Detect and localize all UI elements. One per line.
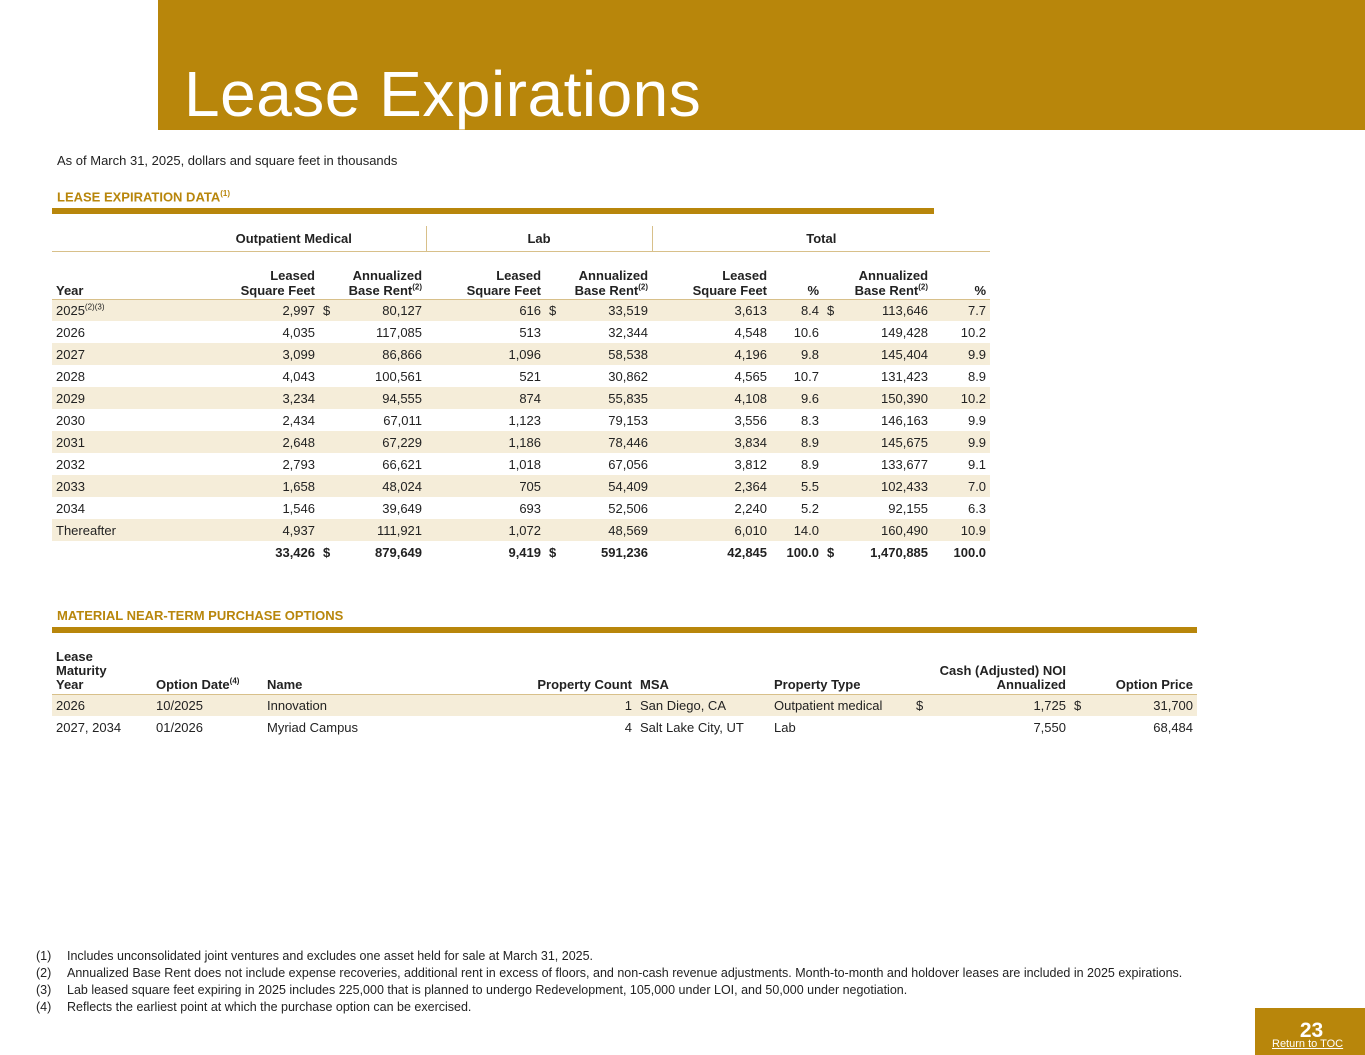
cell-total-abr-pct: 9.9 — [932, 343, 990, 365]
cell-om-leased-sf: 1,658 — [162, 475, 319, 497]
cell-lab-abr-value: 33,519 — [608, 302, 649, 318]
cell-om-abr-value: 67,011 — [383, 412, 423, 428]
footnotes — [36, 948, 1190, 1016]
cell-lab-abr — [545, 387, 652, 409]
lease-table-row — [52, 475, 990, 497]
lease-section-title — [57, 189, 230, 204]
purchase-section-rule — [52, 627, 1197, 633]
cell-total-abr-pct: 10.9 — [932, 519, 990, 541]
cell-total-abr-pct: 9.9 — [932, 431, 990, 453]
col-option-price: Option Price — [1070, 646, 1197, 694]
cell-om-leased-sf: 3,234 — [162, 387, 319, 409]
cell-year — [52, 453, 162, 475]
cell-price-dollar: $ — [1070, 694, 1092, 716]
cell-lab-leased-sf: 874 — [426, 387, 545, 409]
cell-om-abr-value: 879,649 — [375, 544, 423, 560]
cell-year — [52, 475, 162, 497]
cell-total-abr — [823, 431, 932, 453]
cell-total-dollar: $ — [827, 302, 835, 318]
cell-lab-abr — [545, 475, 652, 497]
cell-lab-leased-sf: 616 — [426, 299, 545, 321]
cell-om-abr-value: 80,127 — [382, 302, 423, 318]
return-to-toc-link[interactable]: Return to TOC — [1272, 1038, 1344, 1050]
year-text: 2033 — [56, 478, 85, 494]
cell-total-abr — [823, 343, 932, 365]
cell-total-abr-value: 160,490 — [881, 522, 929, 538]
cell-total-abr-value: 150,390 — [881, 390, 929, 406]
cell-lab-leased-sf: 693 — [519, 500, 542, 516]
lease-table-row — [52, 497, 990, 519]
cell-year — [52, 343, 162, 365]
cell-om-leased-sf: 2,997 — [162, 299, 319, 321]
cell-total-abr-value: 146,163 — [881, 412, 929, 428]
cell-lab-abr — [545, 453, 652, 475]
cell-total-abr-value: 149,428 — [881, 324, 929, 340]
footnote — [36, 982, 1190, 999]
cell-total-leased-sf: 4,108 — [652, 387, 771, 409]
col-total-abr: Annualized Base Rent$^{(2)}$ — [823, 251, 932, 299]
cell-total-abr-pct: 8.9 — [967, 368, 987, 384]
cell-om-leased-sf: 1,546 — [282, 500, 315, 516]
cell-total-abr — [823, 453, 932, 475]
cell-om-abr — [319, 519, 426, 541]
cell-om-abr — [319, 431, 426, 453]
purchase-table-row — [52, 716, 1197, 738]
page-title: Lease Expirations — [184, 58, 702, 130]
cell-total-sf-pct: 8.9 — [800, 456, 820, 472]
cell-om-abr — [319, 387, 426, 409]
cell-lab-leased-sf: 1,123 — [508, 412, 542, 428]
cell-lab-abr-value: 48,569 — [608, 522, 649, 538]
cell-total-leased-sf: 4,548 — [734, 324, 768, 340]
cell-noi: 1,725 — [936, 694, 1070, 716]
cell-om-dollar: $ — [323, 302, 331, 318]
cell-om-leased-sf: 2,793 — [282, 456, 315, 472]
col-total-leased-sf: Leased Square Feet — [652, 251, 771, 299]
footnote-text: Reflects the earliest point at which the purchase option can be exercised. — [67, 1000, 472, 1014]
year-text: 2028 — [56, 368, 85, 384]
cell-om-abr-value: 48,024 — [382, 478, 423, 494]
year-text: 2032 — [56, 456, 85, 472]
footnote-text: Includes unconsolidated joint ventures and excludes one asset held for sale at March 31, 2025. — [67, 949, 594, 963]
col-name: Name — [263, 646, 403, 694]
cell-option-date: 10/2025 — [152, 694, 263, 716]
cell-total-sf-pct: 14.0 — [771, 519, 823, 541]
cell-om-abr — [319, 541, 426, 563]
lease-table-row — [52, 409, 990, 431]
lease-total-row — [52, 541, 990, 563]
cell-lease-maturity-year: 2027, 2034 — [56, 719, 122, 735]
cell-total-abr-value: 92,155 — [888, 500, 929, 516]
col-total-abr-pct: % — [932, 251, 990, 299]
col-lab-abr: Annualized Base Rent$^{(2)}$ — [545, 251, 652, 299]
purchase-options-table — [52, 646, 1197, 738]
footnote-number: (3) — [36, 983, 52, 997]
cell-total-abr-pct: 9.9 — [967, 412, 987, 428]
cell-om-abr-value: 100,561 — [375, 368, 423, 384]
cell-om-abr-value: 86,866 — [382, 346, 423, 362]
cell-total-leased-sf: 4,565 — [734, 368, 768, 384]
footnote-number: (4) — [36, 1000, 52, 1014]
year-text: 2026 — [56, 324, 85, 340]
footnote-text: Annualized Base Rent does not include expense recoveries, additional rent in excess of floors, and non-cash revenue adjustments. Month-to-month and holdover leases are included in 2025 expirations. — [67, 966, 1183, 980]
cell-year — [52, 365, 162, 387]
year-footnote-sup: (2)(3) — [84, 302, 105, 312]
cell-total-abr — [823, 321, 932, 343]
cell-property-type: Lab — [774, 719, 796, 735]
cell-total-sf-pct: 9.8 — [771, 343, 823, 365]
cell-total-abr-pct: 10.2 — [960, 324, 987, 340]
cell-total-sf-pct: 10.7 — [793, 368, 820, 384]
col-total-sf-pct: % — [771, 251, 823, 299]
cell-om-abr-value: 111,921 — [376, 522, 423, 538]
cell-total-sf-pct: 8.4 — [771, 299, 823, 321]
cell-lab-leased-sf: 1,018 — [508, 456, 542, 472]
cell-total-leased-sf: 2,240 — [734, 500, 768, 516]
cell-option-date: 01/2026 — [156, 719, 203, 735]
cell-year — [52, 497, 162, 519]
cell-total-abr-value: 145,404 — [881, 346, 929, 362]
cell-total-abr — [823, 409, 932, 431]
cell-total-abr-value: 102,433 — [881, 478, 929, 494]
cell-total-sf-pct: 8.9 — [771, 431, 823, 453]
page-number-box — [1255, 1008, 1365, 1055]
cell-lab-abr — [545, 431, 652, 453]
col-option-date: Option Date$^{(4)}$ — [152, 646, 263, 694]
cell-total-abr-pct: 10.2 — [932, 387, 990, 409]
cell-total-abr — [823, 387, 932, 409]
cell-lab-abr — [545, 541, 652, 563]
lease-group-header-row — [52, 226, 990, 251]
cell-total-leased-sf: 4,196 — [652, 343, 771, 365]
cell-total-leased-sf: 3,613 — [652, 299, 771, 321]
year-text: 2031 — [56, 434, 85, 450]
col-lab-leased-sf: Leased Square Feet — [426, 251, 545, 299]
cell-lab-abr — [545, 519, 652, 541]
cell-total-leased-sf: 3,556 — [734, 412, 768, 428]
footnote — [36, 999, 1190, 1016]
lease-table-row — [52, 321, 990, 343]
cell-om-abr — [319, 321, 426, 343]
cell-om-abr — [319, 299, 426, 321]
year-text: 2029 — [56, 390, 85, 406]
lease-table-row — [52, 365, 990, 387]
cell-total-abr-value: 1,470,885 — [870, 544, 929, 560]
cell-total-abr — [823, 475, 932, 497]
cell-msa: San Diego, CA — [636, 694, 770, 716]
lease-table-row — [52, 519, 990, 541]
cell-total-abr-pct: 7.7 — [932, 299, 990, 321]
cell-total-sf-pct: 8.3 — [800, 412, 820, 428]
lease-table-row — [52, 453, 990, 475]
lease-table-row — [52, 299, 990, 321]
cell-year — [52, 541, 162, 563]
cell-om-abr — [319, 409, 426, 431]
cell-om-abr-value: 94,555 — [382, 390, 423, 406]
cell-lab-leased-sf: 513 — [519, 324, 542, 340]
cell-total-abr — [823, 365, 932, 387]
cell-om-leased-sf: 4,043 — [282, 368, 315, 384]
cell-noi-dollar: $ — [912, 694, 936, 716]
cell-lab-abr-value: 67,056 — [608, 456, 649, 472]
lease-column-header-row — [52, 251, 990, 299]
cell-lease-maturity-year: 2026 — [52, 694, 152, 716]
cell-total-leased-sf: 6,010 — [652, 519, 771, 541]
col-om-abr: Annualized Base Rent$^{(2)}$ — [319, 251, 426, 299]
cell-total-leased-sf: 3,812 — [734, 456, 768, 472]
cell-lab-leased-sf: 1,186 — [426, 431, 545, 453]
cell-lab-leased-sf: 705 — [426, 475, 545, 497]
cell-total-abr-value: 133,677 — [881, 456, 929, 472]
group-lab: Lab — [426, 226, 652, 251]
cell-msa: Salt Lake City, UT — [640, 719, 744, 735]
cell-lab-abr — [545, 365, 652, 387]
footnote-text: Lab leased square feet expiring in 2025 includes 225,000 that is planned to undergo Redevelopment, 105,000 under LOI, and 50,000 under negotiation. — [67, 983, 908, 997]
cell-year — [52, 409, 162, 431]
title-band — [158, 0, 1365, 130]
col-property-count: Property Count — [403, 646, 636, 694]
cell-year — [52, 321, 162, 343]
cell-total-sf-pct: 5.5 — [771, 475, 823, 497]
footnote — [36, 948, 1190, 965]
cell-lab-abr — [545, 409, 652, 431]
cell-om-leased-sf: 3,099 — [162, 343, 319, 365]
cell-lab-leased-sf: 1,096 — [426, 343, 545, 365]
cell-year — [52, 387, 162, 409]
cell-option-price: 31,700 — [1092, 694, 1197, 716]
col-cash-noi: Cash (Adjusted) NOI Annualized — [912, 646, 1070, 694]
cell-total-abr — [823, 497, 932, 519]
cell-om-leased-sf: 2,434 — [282, 412, 315, 428]
cell-lab-abr — [545, 497, 652, 519]
cell-total-abr — [823, 299, 932, 321]
cell-lab-abr-value: 79,153 — [608, 412, 649, 428]
cell-total-sf-pct: 5.2 — [800, 500, 820, 516]
cell-om-abr — [319, 497, 426, 519]
year-text: 2025 — [56, 302, 85, 318]
cell-total-leased-sf: 2,364 — [652, 475, 771, 497]
page-subtitle: As of March 31, 2025, dollars and square feet in thousands — [57, 153, 398, 168]
cell-total-abr-pct: 6.3 — [967, 500, 987, 516]
cell-total-abr — [823, 541, 932, 563]
purchase-table-body — [52, 694, 1197, 738]
cell-om-leased-sf: 4,937 — [162, 519, 319, 541]
cell-year — [52, 519, 162, 541]
cell-year — [52, 431, 162, 453]
cell-property-type: Outpatient medical — [770, 694, 912, 716]
cell-om-abr-value: 117,085 — [375, 324, 423, 340]
cell-om-abr — [319, 453, 426, 475]
cell-name: Innovation — [263, 694, 403, 716]
cell-price-dollar — [1070, 716, 1092, 738]
cell-om-abr-value: 66,621 — [382, 456, 423, 472]
cell-name: Myriad Campus — [267, 719, 359, 735]
lease-expiration-table — [52, 226, 990, 563]
lease-table-row — [52, 387, 990, 409]
cell-lab-dollar: $ — [549, 302, 557, 318]
cell-lab-abr-value: 30,862 — [608, 368, 649, 384]
cell-total-abr — [823, 519, 932, 541]
cell-property-count: 4 — [624, 719, 632, 735]
lease-table-body — [52, 299, 990, 563]
cell-total-sf-pct: 9.6 — [771, 387, 823, 409]
group-total: Total — [652, 226, 990, 251]
cell-lab-abr-value: 32,344 — [608, 324, 649, 340]
cell-lab-abr — [545, 343, 652, 365]
cell-lab-leased-sf: 1,072 — [426, 519, 545, 541]
lease-section-title-sup: (1) — [220, 189, 231, 198]
group-spacer — [52, 226, 162, 251]
cell-noi: 7,550 — [1033, 719, 1066, 735]
lease-table-row — [52, 343, 990, 365]
cell-year — [52, 299, 162, 321]
footnote-number: (1) — [36, 949, 52, 963]
col-msa: MSA — [636, 646, 770, 694]
cell-total-leased-sf: 42,845 — [652, 541, 771, 563]
lease-table-row — [52, 431, 990, 453]
cell-option-price: 68,484 — [1153, 719, 1194, 735]
page-number: 23 — [1299, 1019, 1324, 1042]
group-outpatient-medical: Outpatient Medical — [162, 226, 426, 251]
lease-section-rule — [52, 208, 934, 214]
cell-total-abr-pct: 7.0 — [932, 475, 990, 497]
cell-total-abr-pct: 9.1 — [967, 456, 987, 472]
cell-total-dollar: $ — [827, 544, 835, 560]
col-lease-maturity-year: Lease Maturity Year — [52, 646, 152, 694]
cell-om-abr-value: 39,649 — [382, 500, 423, 516]
cell-om-leased-sf: 33,426 — [162, 541, 319, 563]
cell-om-leased-sf: 4,035 — [282, 324, 315, 340]
footnote — [36, 965, 1190, 982]
year-text: 2027 — [56, 346, 85, 362]
cell-lab-abr-value: 591,236 — [601, 544, 649, 560]
cell-lab-abr — [545, 321, 652, 343]
cell-om-abr — [319, 365, 426, 387]
cell-om-abr-value: 67,229 — [382, 434, 423, 450]
cell-lab-leased-sf: 521 — [519, 368, 542, 384]
lease-section-title-text: LEASE EXPIRATION DATA — [57, 189, 221, 205]
year-text: Thereafter — [56, 522, 116, 538]
cell-lab-abr-value: 54,409 — [608, 478, 649, 494]
purchase-section-title: MATERIAL NEAR-TERM PURCHASE OPTIONS — [57, 608, 344, 623]
cell-om-abr — [319, 343, 426, 365]
col-property-type: Property Type — [770, 646, 912, 694]
cell-om-leased-sf: 2,648 — [162, 431, 319, 453]
cell-om-abr — [319, 475, 426, 497]
col-om-leased-sf: Leased Square Feet — [162, 251, 319, 299]
cell-om-dollar: $ — [323, 544, 331, 560]
year-text: 2030 — [56, 412, 85, 428]
cell-lab-abr — [545, 299, 652, 321]
cell-lab-leased-sf: 9,419 — [426, 541, 545, 563]
cell-total-abr-value: 131,423 — [881, 368, 929, 384]
cell-total-leased-sf: 3,834 — [652, 431, 771, 453]
cell-total-sf-pct: 100.0 — [771, 541, 823, 563]
cell-total-abr-value: 145,675 — [881, 434, 929, 450]
col-year: Year — [52, 251, 162, 299]
cell-lab-dollar: $ — [549, 544, 557, 560]
cell-total-sf-pct: 10.6 — [793, 324, 820, 340]
footnote-number: (2) — [36, 966, 52, 980]
year-text: 2034 — [56, 500, 85, 516]
cell-lab-abr-value: 55,835 — [608, 390, 649, 406]
purchase-table-row — [52, 694, 1197, 716]
purchase-header-row — [52, 646, 1197, 694]
cell-total-abr-pct: 100.0 — [932, 541, 990, 563]
cell-total-abr-value: 113,646 — [881, 302, 929, 318]
cell-lab-abr-value: 52,506 — [608, 500, 649, 516]
cell-lab-abr-value: 58,538 — [608, 346, 649, 362]
cell-noi-dollar — [912, 716, 936, 738]
cell-lab-abr-value: 78,446 — [608, 434, 649, 450]
cell-property-count: 1 — [403, 694, 636, 716]
